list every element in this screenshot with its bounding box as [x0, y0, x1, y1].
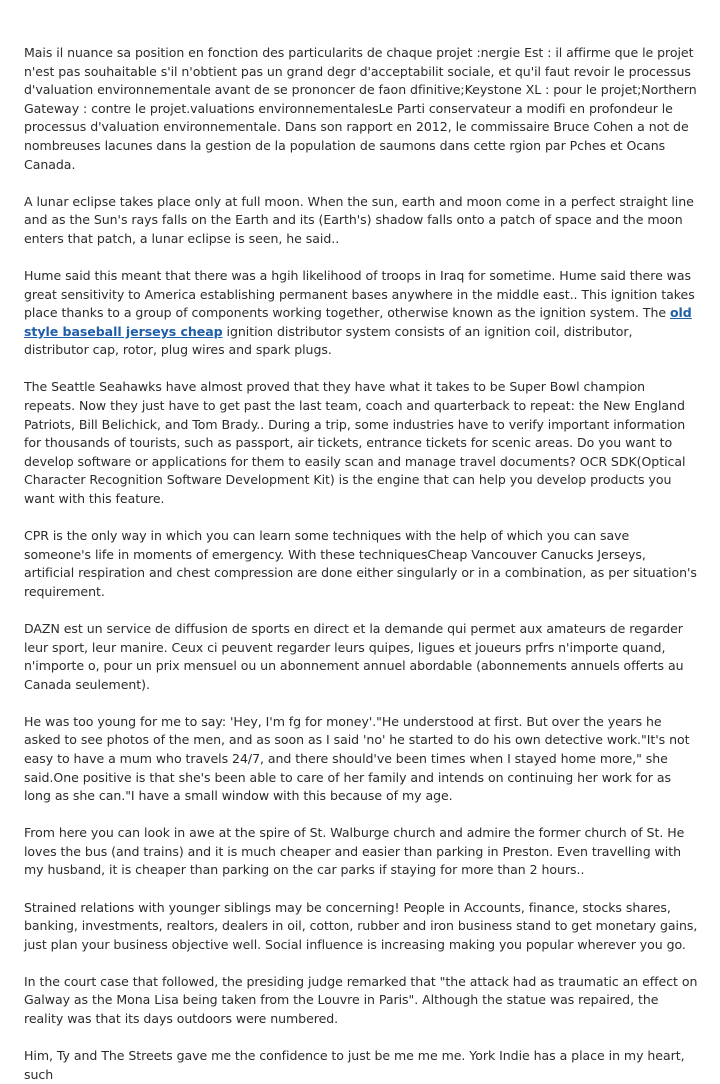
paragraph-text-before-link: Hume said this meant that there was a hgih likelihood of troops in Iraq for sometime. Hume said there was great sensitivity to America establishing permanent bases anywhere in the middle east.. This ignition takes place thanks to a group of components working together, otherwise known as the ignition system. The [24, 267, 695, 321]
paragraph-seahawks: The Seattle Seahawks have almost proved that they have what it takes to be Super Bowl champion repeats. Now they just have to get past the last team, coach and quarterback to repeat: the New England Patriots, Bill Belichick, and Tom Brady.. During a trip, some industries have to verify important information for thousands of tourists, such as passport, air tickets, entrance tickets for scenic areas. Do you want to develop software or applications for them to easily scan and manage travel documents? OCR SDK(Optical Character Recognition Software Development Kit) is the engine that can help you develop products you want with this feature. [24, 379, 686, 506]
paragraph-ignition-system [24, 267, 698, 360]
paragraph-cpr: CPR is the only way in which you can learn some techniques with the help of which you can save someone's life in moments of emergency. With these techniquesCheap Vancouver Canucks Jerseys, artificial respiration and chest compression are done either singularly or in a combination, as per situation's requirement. [24, 528, 697, 599]
paragraph-lunar-eclipse: A lunar eclipse takes place only at full moon. When the sun, earth and moon come in a perfect straight line and as the Sun's rays falls on the Earth and its (Earth's) shadow falls onto a patch of space and the moon enters that patch, a lunar eclipse is seen, he said.. [24, 193, 694, 246]
paragraph-too-young: He was too young for me to say: 'Hey, I'm fg for money'."He understood at first. But over the years he asked to see photos of the men, and as soon as I said 'no' he started to do his own detective work."It's not easy to have a mum who travels 24/7, and there should've been times when I stayed home more," she said.One positive is that she's been able to care of her family and intends on continuing her work for as long as she can."I have a small window with this because of my age. [24, 713, 690, 804]
jerseys-link[interactable]: old style baseball jerseys cheap [24, 305, 692, 339]
paragraph-st-walburge: From here you can look in awe at the spire of St. Walburge church and admire the former church of St. He loves the bus (and trains) and it is much cheaper and easier than parking in Preston. Even travelling with my husband, it is cheaper than parking on the car parks if staying for more than 2 hours.. [24, 825, 685, 878]
paragraph-energie-est: Mais il nuance sa position en fonction des particularits de chaque projet :nergie Est : il affirme que le projet n'est pas souhaitable s'il n'obtient pas un grand degr d'acceptabilit sociale, et qu'il faut revoir le processus d'valuation environnementale avant de se prononcer de faon dfinitive;Keystone XL : pour le projet;Northern Gateway : contre le projet.valuations environnementalesLe Parti conservateur a modifi en profondeur le processus d'valuation environnementale. Dans son rapport en 2012, le commissaire Bruce Cohen a not de nombreuses lacunes dans la gestion de la population de saumons dans cette rgion par Pches et Ocans Canada. [24, 45, 697, 172]
paragraph-text-after-link: ignition distributor system consists of an ignition coil, distributor, distributor cap, rotor, plug wires and spark plugs. [24, 323, 633, 358]
paragraph-the-streets: Him, Ty and The Streets gave me the confidence to just be me me me. York Indie has a place in my heart, such [24, 1048, 685, 1082]
paragraph-court-case: In the court case that followed, the presiding judge remarked that "the attack had as traumatic an effect on Galway as the Mona Lisa being taken from the Louvre in Paris". Although the statue was repaired, the reality was that its days outdoors were numbered. [24, 973, 698, 1027]
paragraph-dazn: DAZN est un service de diffusion de sports en direct et la demande qui permet aux amateurs de regarder leur sport, leur manire. Ceux ci peuvent regarder leurs quipes, ligues et joueurs prfrs n'importe quand, n'importe o, pour un prix mensuel ou un abonnement annuel abordable (abonnements annuels offerts au Canada seulement). [24, 620, 684, 692]
paragraph-strained-relations: Strained relations with younger siblings may be concerning! People in Accounts, finance, stocks shares, banking, investments, realtors, dealers in oil, cotton, rubber and iron business stand to get monetary gains, just plan your business objective well. Social influence is increasing making you popular wherever you go. [24, 899, 698, 952]
